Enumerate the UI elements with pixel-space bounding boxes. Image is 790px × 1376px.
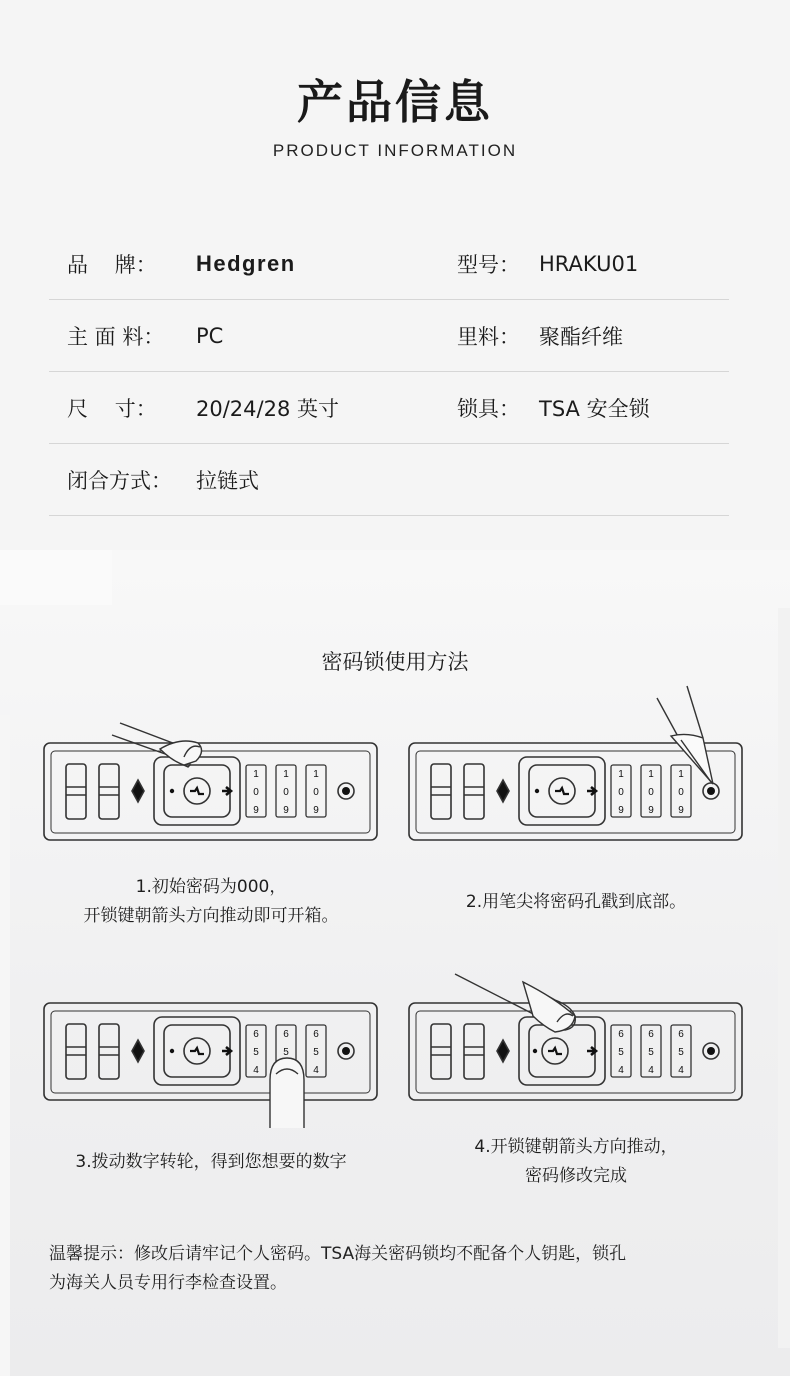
dial-digit: 5: [253, 1047, 259, 1058]
dial-digit: 9: [648, 805, 654, 816]
lock-diagram-step3: [40, 1000, 382, 1130]
spec-label: 锁具：: [457, 397, 520, 421]
spec-label: 品 牌：: [67, 253, 157, 277]
dial-digit: 1: [283, 769, 289, 780]
dial-digit: 0: [283, 787, 289, 798]
dial-digit: 5: [678, 1047, 684, 1058]
dial-digit: 1: [313, 769, 319, 780]
dial-digit: 5: [313, 1047, 319, 1058]
dial-digit: 4: [253, 1065, 259, 1076]
dial-digit: 5: [618, 1047, 624, 1058]
dial-digit: 4: [618, 1065, 624, 1076]
lock-diagram-step4: [405, 970, 747, 1105]
lock-dial-icon: [405, 680, 747, 845]
dial-digit: 5: [283, 1047, 289, 1058]
dial-digit: 1: [618, 769, 624, 780]
step1-caption: 1.初始密码为000， 开锁键朝箭头方向推动即可开箱。: [83, 877, 339, 926]
spec-value: TSA 安全锁: [539, 397, 650, 421]
dial-digit: 1: [678, 769, 684, 780]
dial-digit: 6: [283, 1029, 289, 1040]
guide-title: 密码锁使用方法: [321, 650, 469, 674]
finger-icon: [270, 1058, 304, 1128]
spec-value: HRAKU01: [539, 252, 639, 276]
spec-label: 闭合方式：: [67, 469, 172, 493]
dial-digit: 4: [648, 1065, 654, 1076]
dial-digit: 6: [313, 1029, 319, 1040]
dial-digit: 6: [648, 1029, 654, 1040]
spec-row: [49, 228, 729, 300]
dial-digit: 1: [253, 769, 259, 780]
dial-digit: 6: [253, 1029, 259, 1040]
dial-digit: 0: [253, 787, 259, 798]
dial-digit: 5: [648, 1047, 654, 1058]
dial-digit: 6: [618, 1029, 624, 1040]
lock-diagram-step2: [405, 680, 747, 845]
lock-dial-icon: [405, 970, 747, 1105]
dial-digit: 0: [678, 787, 684, 798]
lock-dial-icon: [40, 1000, 382, 1130]
dial-digit: 9: [253, 805, 259, 816]
page-title: 产品信息: [297, 75, 493, 129]
dial-digit: 9: [313, 805, 319, 816]
spec-row: [49, 300, 729, 372]
lock-diagram-step1: [40, 715, 382, 845]
brand-value: Hedgren: [196, 251, 296, 276]
dial-digit: 0: [648, 787, 654, 798]
spec-value: 20/24/28 英寸: [196, 397, 339, 421]
pen-icon: [657, 686, 713, 784]
spec-table: [49, 228, 729, 516]
spec-row: [49, 372, 729, 444]
step4-caption: 4.开锁键朝箭头方向推动， 密码修改完成: [474, 1137, 678, 1186]
tip-text: 温馨提示：修改后请牢记个人密码。TSA海关密码锁均不配备个人钥匙，锁孔 为海关人员专用行李检查设置。: [49, 1244, 627, 1293]
step3-caption: 3.拨动数字转轮，得到您想要的数字: [75, 1152, 347, 1172]
dial-digit: 0: [618, 787, 624, 798]
dial-digit: 9: [283, 805, 289, 816]
dial-digit: 9: [618, 805, 624, 816]
spec-label: 主 面 料：: [67, 325, 165, 349]
dial-digit: 9: [678, 805, 684, 816]
spec-row: [49, 444, 729, 516]
spec-value: 聚酯纤维: [539, 325, 623, 349]
product-info-section: [0, 0, 790, 550]
page-subtitle: PRODUCT INFORMATION: [272, 141, 518, 160]
spec-label: 里料：: [457, 325, 520, 349]
spec-label: 型号：: [457, 253, 520, 277]
spec-value: 拉链式: [196, 469, 259, 493]
spec-value: PC: [196, 324, 224, 348]
dial-digit: 0: [313, 787, 319, 798]
dial-digit: 6: [678, 1029, 684, 1040]
spec-label: 尺 寸：: [67, 397, 157, 421]
step2-caption: 2.用笔尖将密码孔戳到底部。: [465, 892, 687, 912]
lock-dial-icon: [40, 715, 382, 845]
dial-digit: 4: [678, 1065, 684, 1076]
dial-digit: 4: [313, 1065, 319, 1076]
dial-digit: 1: [648, 769, 654, 780]
